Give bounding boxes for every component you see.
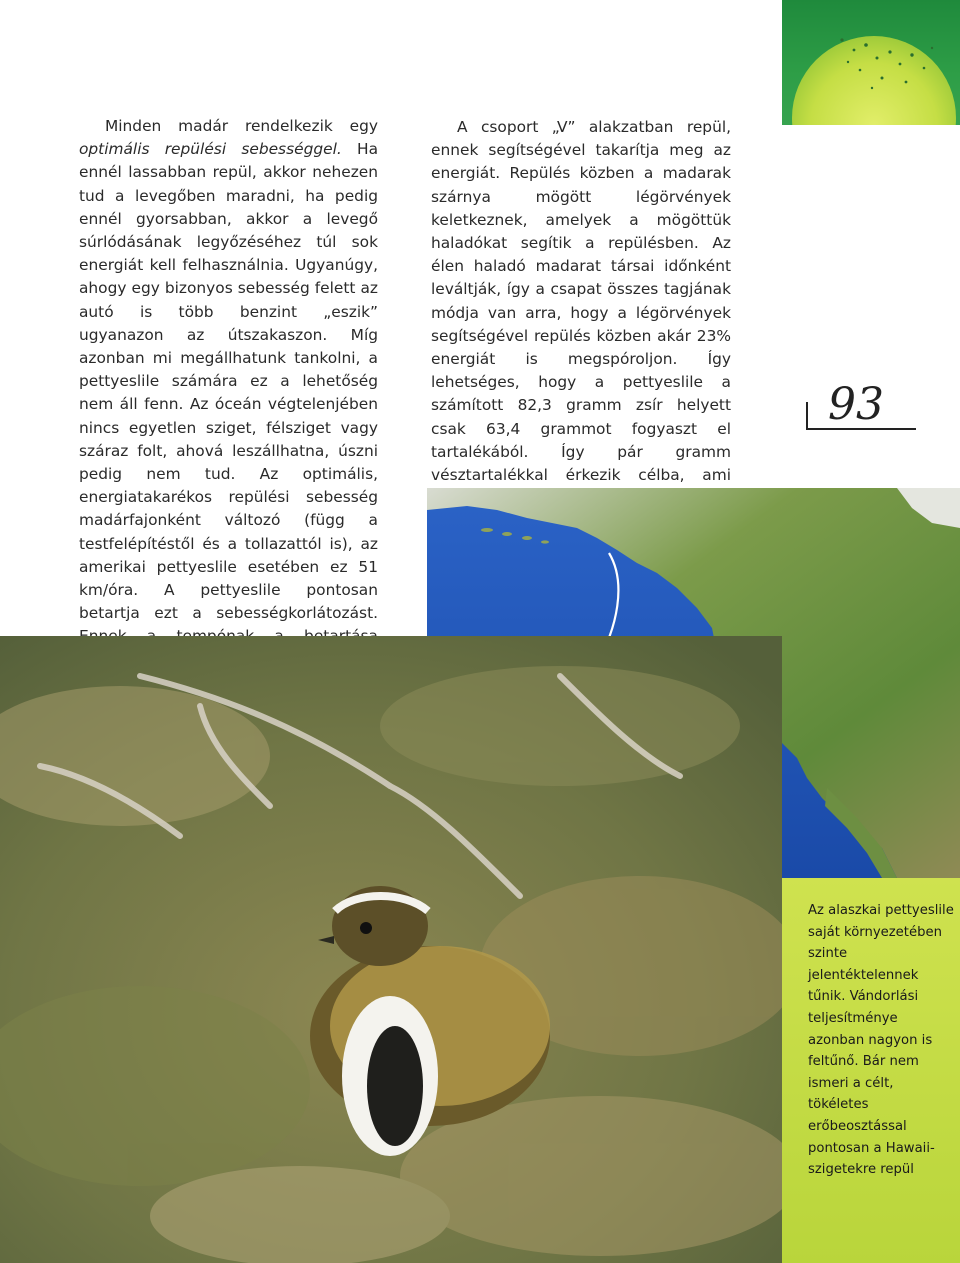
emphasis-text: optimális repülési sebességgel. (79, 140, 342, 159)
text-segment: Minden madár rendelkezik egy (105, 117, 378, 135)
caption-panel (782, 878, 960, 1263)
sun-constellation-graphic (782, 0, 960, 125)
sun-icon (782, 0, 960, 125)
paragraph: A csoport „V” alakzatban repül, ennek segítségével takarítja meg az energiát. Repülés közben a madarak szárnya mögött légörvények keletkeznek, amelyek a mögöttük haladókat segítik a repülésben. Az élen haladó madarat társai időnként leváltják, így a csapat összes tagjának módja van arra, hogy a légörvények segítségével repülés közben akár 23% energiát is megspóroljon. Így lehetséges, hogy a pettyeslile a számított 82,3 gramm zsír helyett csak 63,4 grammot fogyaszt el tartalékából. Így pár gramm vésztartalékkal érkezik célba, ami (431, 118, 731, 485)
page-number: 93 (828, 379, 884, 430)
photo-caption: Az alaszkai pettyeslile saját környezetében szinte jelentéktelennek tűnik. Vándorlási teljesítménye azonban nagyon is feltűnő. Bár nem ismeri a célt, tökéletes erőbeosztással pontosan a Hawaii-szigetekre repül (808, 903, 954, 1178)
rule-vertical (806, 402, 808, 430)
plover-photo (0, 636, 782, 1263)
bird-photo-illustration (0, 636, 782, 1263)
text-segment: Ha ennél lassabban repül, akkor nehezen tud a levegőben maradni, ha pedig ennél gyorsabban, akkor a levegő súrlódásának legyőzéséhez túl sok energiát kell felhasználnia. Ugyanúgy, ahogy egy bizonyos sebesség felett az autó is több benzint „eszik” ugyanazon az útszakaszon. Míg azonban mi megállhatunk tankolni, a pettyeslile számára ez a lehetőség nem áll fenn. Az óceán végtelenjében nincs egyetlen sziget, félsziget vagy száraz folt, ahová leszállhatna, úszni pedig nem tud. Az optimális, energiatakarékos repülési sebesség madárfajonként változó (függ a testfelépítéstől és a tollazattól is), az amerikai pettyeslile esetében ez 51 km/óra. A pettyeslile pontosan betartja ezt a sebességkorlátozást. (79, 140, 378, 623)
page-number-block (806, 380, 926, 432)
